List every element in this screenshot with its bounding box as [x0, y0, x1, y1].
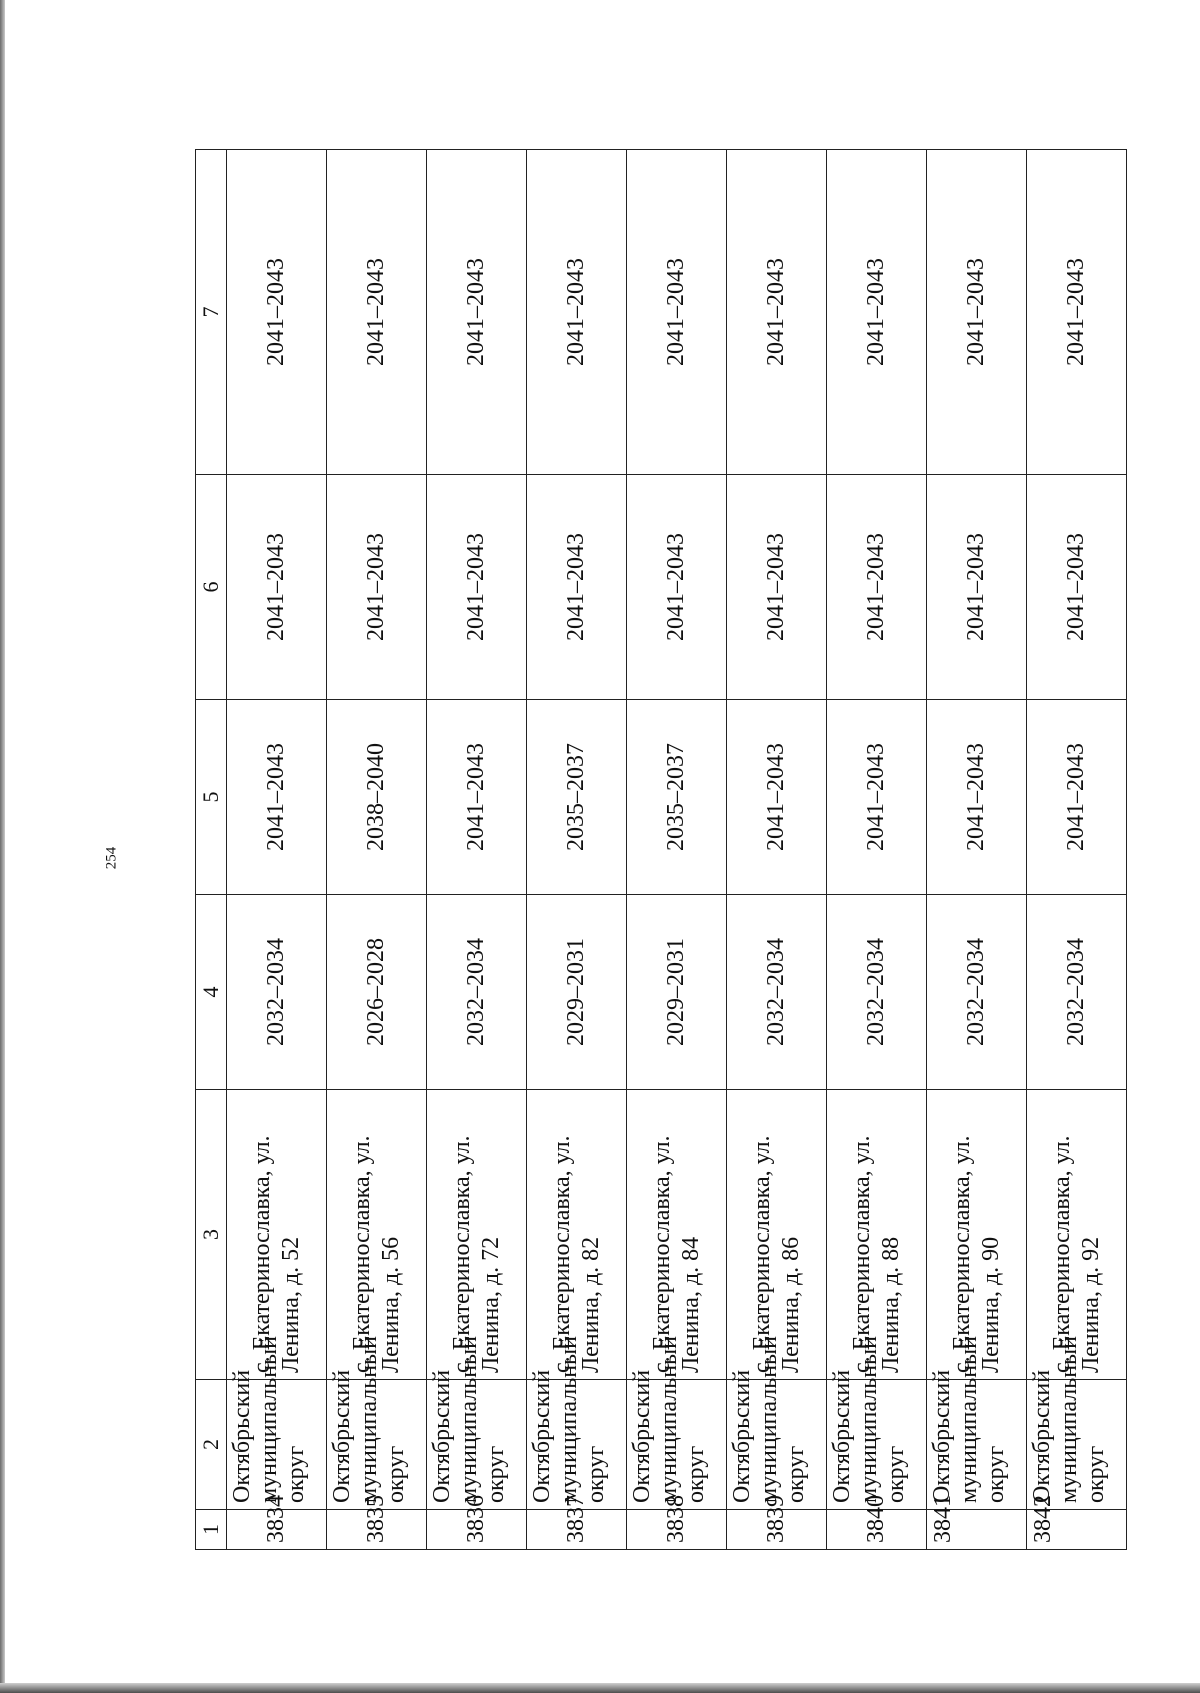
period-col7: 2041–2043	[727, 150, 827, 475]
header-cell-3: 3	[196, 1090, 227, 1380]
row-number: 3842	[1027, 1510, 1127, 1550]
period-col5: 2041–2043	[227, 700, 327, 895]
period-col6: 2041–2043	[927, 475, 1027, 700]
period-col5: 2041–2043	[1027, 700, 1127, 895]
period-col6: 2041–2043	[1027, 475, 1127, 700]
period-col4: 2029–2031	[627, 895, 727, 1090]
district-cell: Октябрьский муниципальный округ	[827, 1380, 927, 1510]
row-number: 3837	[527, 1510, 627, 1550]
period-col6: 2041–2043	[427, 475, 527, 700]
table-row	[227, 150, 327, 1550]
schedule-table-area	[195, 150, 1115, 1550]
period-col5: 2038–2040	[327, 700, 427, 895]
period-col7: 2041–2043	[627, 150, 727, 475]
row-number: 3836	[427, 1510, 527, 1550]
address-cell: с. Екатеринославка, ул. Ленина, д. 90	[927, 1090, 1027, 1380]
period-col5: 2035–2037	[627, 700, 727, 895]
row-number: 3834	[227, 1510, 327, 1550]
address-cell: с. Екатеринославка, ул. Ленина, д. 72	[427, 1090, 527, 1380]
header-cell-2: 2	[196, 1380, 227, 1510]
period-col4: 2032–2034	[1027, 895, 1127, 1090]
district-cell: Октябрьский муниципальный округ	[327, 1380, 427, 1510]
row-number: 3838	[627, 1510, 727, 1550]
period-col7: 2041–2043	[427, 150, 527, 475]
table-row	[327, 150, 427, 1550]
period-col4: 2032–2034	[227, 895, 327, 1090]
period-col5: 2041–2043	[427, 700, 527, 895]
header-cell-7: 7	[196, 150, 227, 475]
period-col6: 2041–2043	[327, 475, 427, 700]
period-col7: 2041–2043	[1027, 150, 1127, 475]
district-cell: Октябрьский муниципальный округ	[427, 1380, 527, 1510]
district-cell: Октябрьский муниципальный округ	[927, 1380, 1027, 1510]
period-col7: 2041–2043	[927, 150, 1027, 475]
row-number: 3835	[327, 1510, 427, 1550]
period-col7: 2041–2043	[527, 150, 627, 475]
district-cell: Октябрьский муниципальный округ	[727, 1380, 827, 1510]
period-col6: 2041–2043	[627, 475, 727, 700]
period-col7: 2041–2043	[827, 150, 927, 475]
period-col7: 2041–2043	[227, 150, 327, 475]
table-row	[927, 150, 1027, 1550]
period-col4: 2032–2034	[927, 895, 1027, 1090]
period-col6: 2041–2043	[827, 475, 927, 700]
period-col4: 2029–2031	[527, 895, 627, 1090]
header-cell-6: 6	[196, 475, 227, 700]
scan-edge-left	[0, 0, 5, 1693]
address-cell: с. Екатеринославка, ул. Ленина, д. 86	[727, 1090, 827, 1380]
district-cell: Октябрьский муниципальный округ	[527, 1380, 627, 1510]
header-cell-1: 1	[196, 1510, 227, 1550]
address-cell: с. Екатеринославка, ул. Ленина, д. 88	[827, 1090, 927, 1380]
address-cell: с. Екатеринославка, ул. Ленина, д. 56	[327, 1090, 427, 1380]
period-col4: 2032–2034	[727, 895, 827, 1090]
period-col5: 2041–2043	[727, 700, 827, 895]
period-col7: 2041–2043	[327, 150, 427, 475]
period-col6: 2041–2043	[527, 475, 627, 700]
table-row	[627, 150, 727, 1550]
table-row	[1027, 150, 1127, 1550]
district-cell: Октябрьский муниципальный округ	[1027, 1380, 1127, 1510]
district-cell: Октябрьский муниципальный округ	[627, 1380, 727, 1510]
district-cell: Октябрьский муниципальный округ	[227, 1380, 327, 1510]
page-number-text: 254	[103, 846, 120, 870]
schedule-table	[195, 149, 1127, 1550]
row-number: 3840	[827, 1510, 927, 1550]
period-col4: 2032–2034	[827, 895, 927, 1090]
table-row	[827, 150, 927, 1550]
header-cell-4: 4	[196, 895, 227, 1090]
address-cell: с. Екатеринославка, ул. Ленина, д. 52	[227, 1090, 327, 1380]
period-col6: 2041–2043	[227, 475, 327, 700]
period-col6: 2041–2043	[727, 475, 827, 700]
table-row	[727, 150, 827, 1550]
header-cell-5: 5	[196, 700, 227, 895]
period-col5: 2035–2037	[527, 700, 627, 895]
row-number: 3841	[927, 1510, 1027, 1550]
address-cell: с. Екатеринославка, ул. Ленина, д. 84	[627, 1090, 727, 1380]
period-col5: 2041–2043	[827, 700, 927, 895]
period-col5: 2041–2043	[927, 700, 1027, 895]
page-number	[98, 838, 126, 878]
period-col4: 2026–2028	[327, 895, 427, 1090]
scan-edge-bottom	[0, 1683, 1200, 1693]
rotated-table	[195, 150, 1115, 1550]
address-cell: с. Екатеринославка, ул. Ленина, д. 82	[527, 1090, 627, 1380]
address-cell: с. Екатеринославка, ул. Ленина, д. 92	[1027, 1090, 1127, 1380]
row-number: 3839	[727, 1510, 827, 1550]
header-row	[196, 150, 227, 1550]
period-col4: 2032–2034	[427, 895, 527, 1090]
table-row	[427, 150, 527, 1550]
table-row	[527, 150, 627, 1550]
